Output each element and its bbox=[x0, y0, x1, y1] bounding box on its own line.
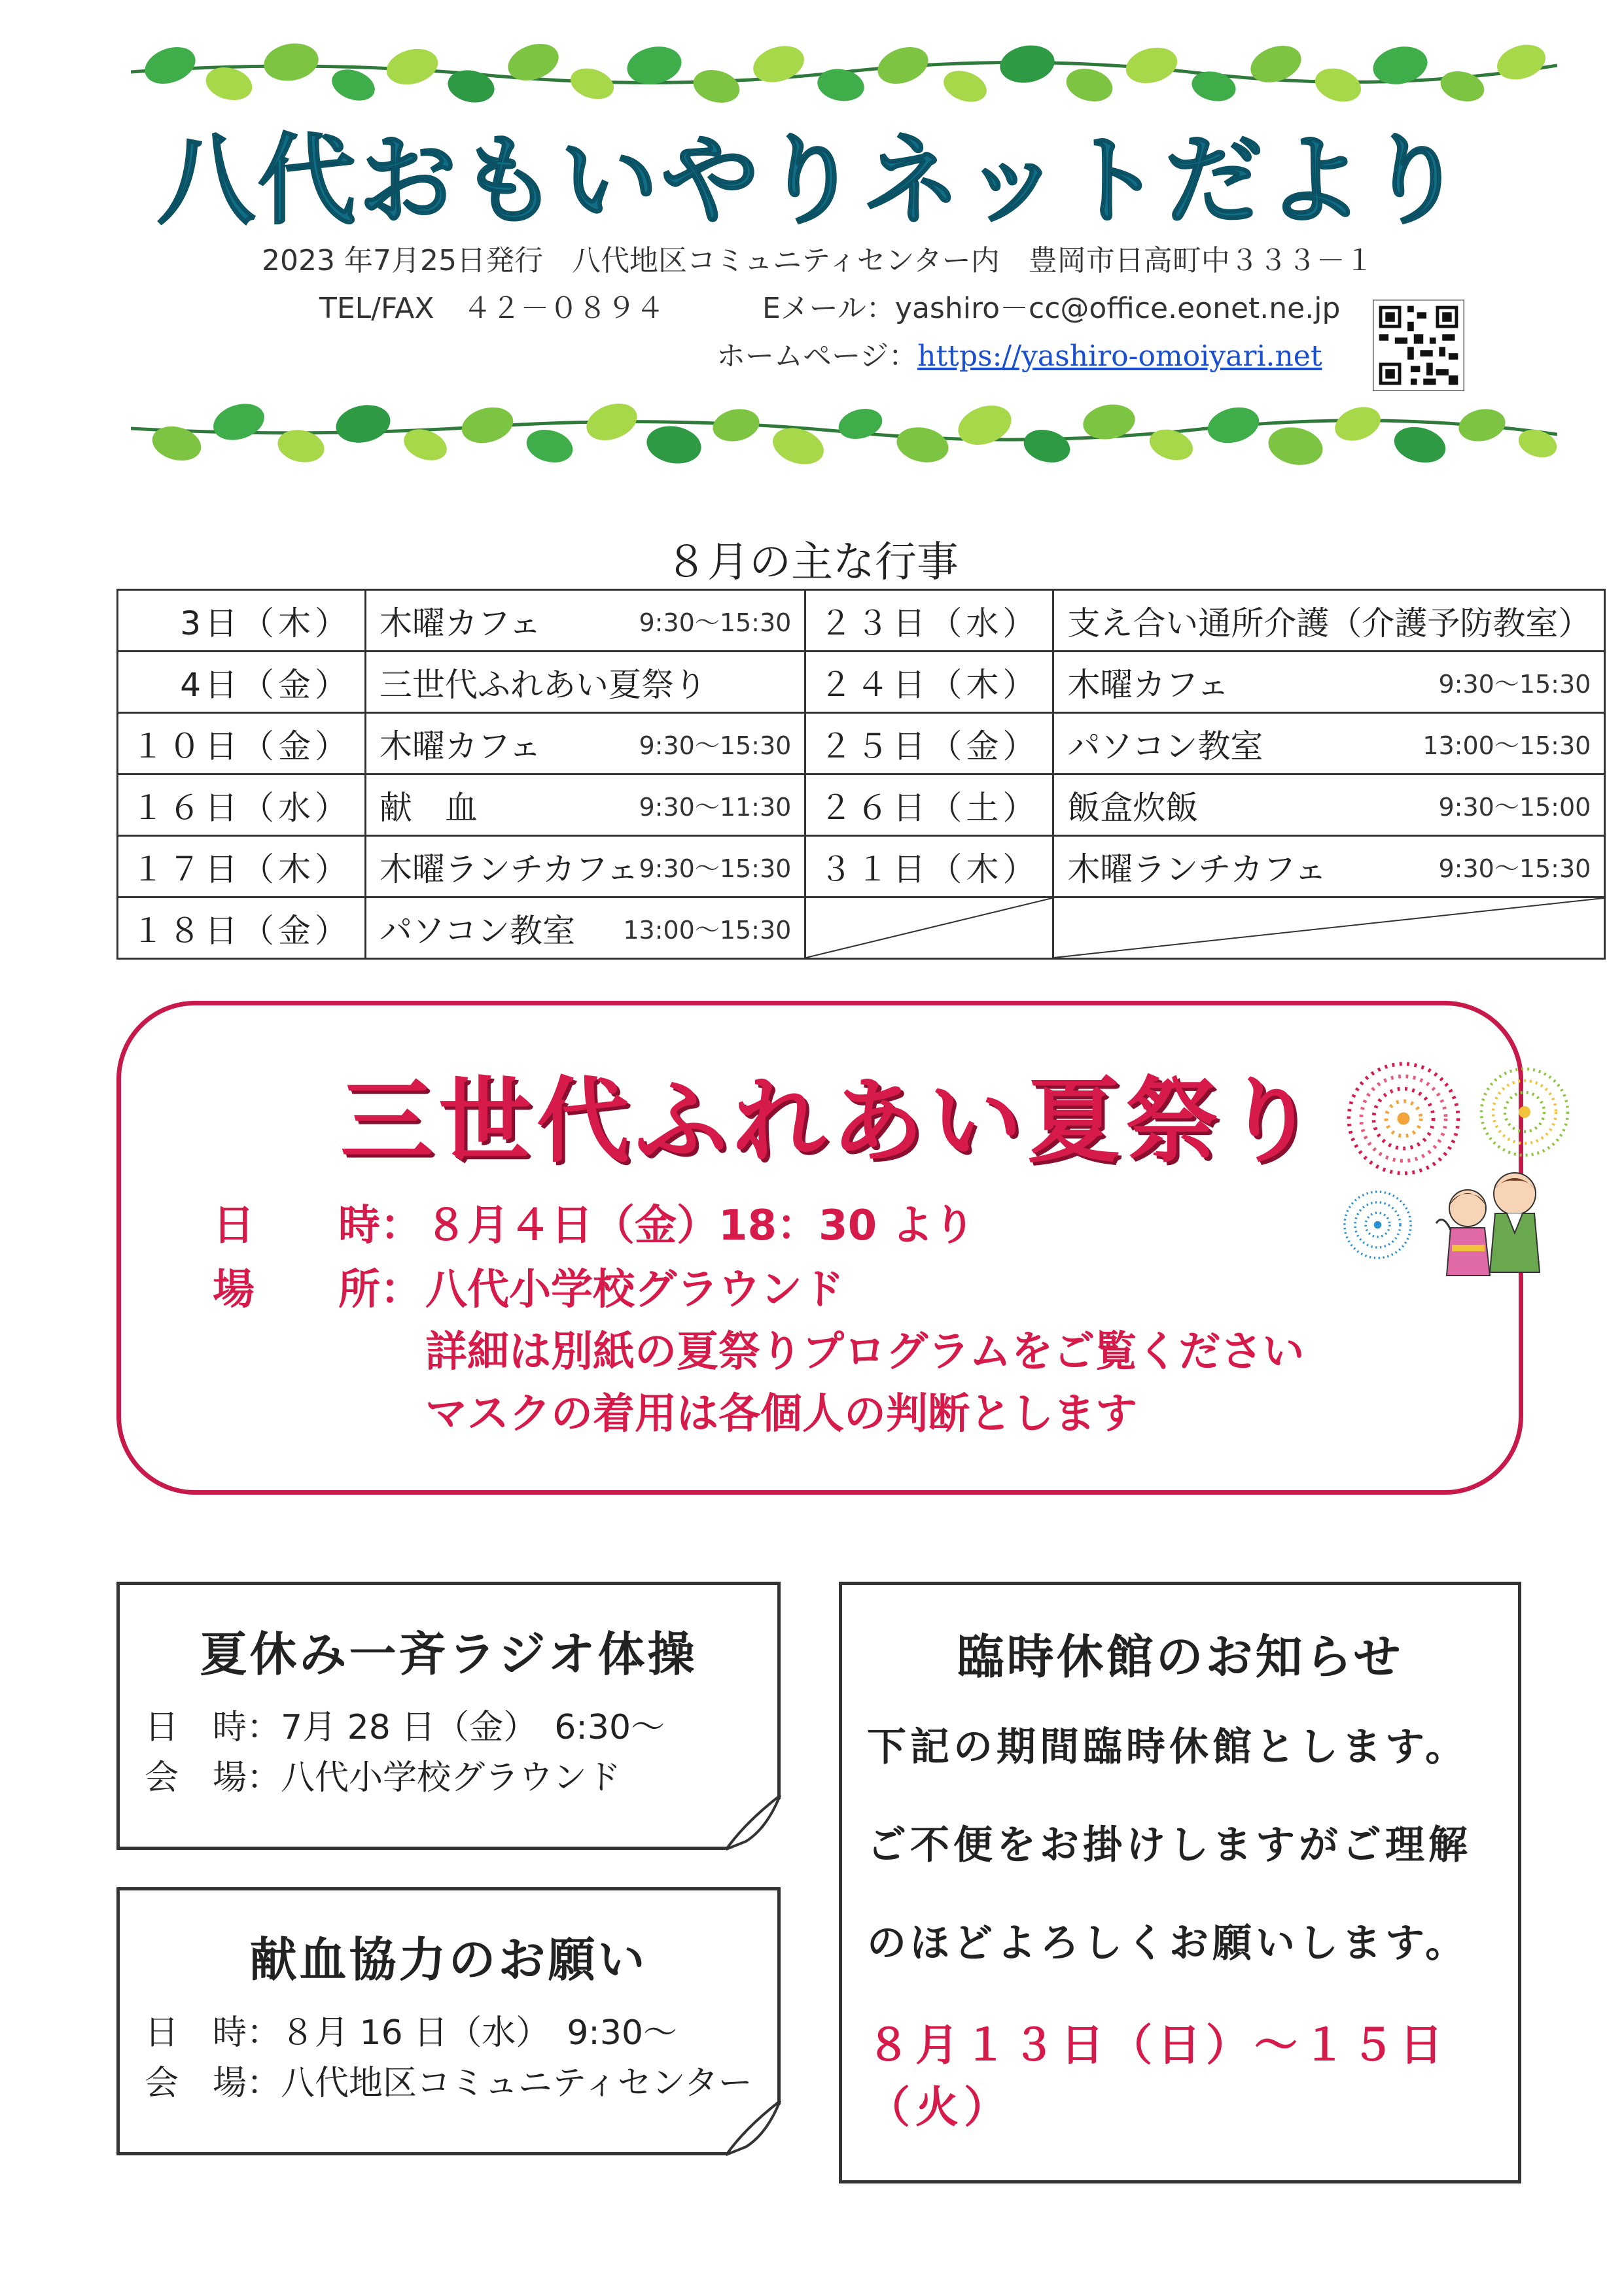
schedule-event: 木曜カフェ bbox=[380, 727, 542, 765]
radio-exercise-title: 夏休み一斉ラジオ体操 bbox=[200, 1627, 697, 1682]
vine-bottom-decoration bbox=[131, 386, 1557, 484]
schedule-time: 13:00～15:30 bbox=[623, 916, 792, 945]
schedule-row bbox=[118, 774, 1605, 836]
children-illustration bbox=[1430, 1161, 1554, 1282]
schedule-date: ２６日（土） bbox=[805, 774, 1053, 836]
schedule-time: 9:30～15:30 bbox=[639, 854, 792, 883]
schedule-event-cell bbox=[1053, 652, 1605, 713]
radio-exercise-datetime: 日 時：7月 28 日（金） 6:30～ bbox=[145, 1708, 665, 1747]
schedule-event-cell bbox=[1053, 590, 1605, 652]
closure-notice-title: 臨時休館のお知らせ bbox=[957, 1629, 1403, 1684]
schedule-time: 9:30～15:30 bbox=[1438, 854, 1591, 883]
schedule-event: パソコン教室 bbox=[380, 911, 575, 950]
fireworks-icon bbox=[1340, 1187, 1415, 1262]
schedule-title: ８月の主な行事 bbox=[665, 538, 959, 587]
schedule-date: ２５日（金） bbox=[805, 713, 1053, 774]
festival-place-label: 場 所： bbox=[213, 1266, 422, 1314]
blood-donation-datetime: 日 時：８月 16 日（水） 9:30～ bbox=[145, 2013, 677, 2053]
schedule-event: 支え合い通所介護（介護予防教室） bbox=[1067, 604, 1591, 642]
tel-fax: TEL/FAX ４２－０８９４ bbox=[319, 292, 665, 325]
schedule-time: 9:30～15:30 bbox=[1438, 670, 1591, 699]
schedule-event-cell bbox=[366, 590, 805, 652]
fireworks-icon bbox=[1475, 1063, 1574, 1161]
schedule-time: 9:30～15:30 bbox=[639, 731, 792, 760]
schedule-date: １０日（金） bbox=[118, 713, 366, 774]
schedule-empty-cell bbox=[1053, 897, 1605, 959]
page-curl-decoration bbox=[726, 1796, 784, 1852]
schedule-row bbox=[118, 590, 1605, 652]
schedule-date: ２４日（木） bbox=[805, 652, 1053, 713]
schedule-date: １７日（木） bbox=[118, 836, 366, 897]
closure-notice-line2: ご不便をお掛けしますがご理解 bbox=[867, 1822, 1472, 1868]
schedule-date: 3日（木） bbox=[118, 590, 366, 652]
festival-place-value: 八代小学校グラウンド bbox=[425, 1266, 844, 1314]
schedule-row bbox=[118, 713, 1605, 774]
schedule-time: 9:30～15:00 bbox=[1438, 793, 1591, 822]
schedule-event-cell bbox=[1053, 774, 1605, 836]
schedule-row bbox=[118, 652, 1605, 713]
schedule-event: 木曜ランチカフェ bbox=[380, 850, 639, 888]
qr-code[interactable] bbox=[1373, 300, 1464, 391]
schedule-table bbox=[116, 589, 1606, 960]
schedule-event-cell bbox=[366, 897, 805, 959]
closure-notice-line3: のほどよろしくお願いします。 bbox=[867, 1921, 1469, 1966]
schedule-event-cell bbox=[1053, 713, 1605, 774]
newsletter-title: 八代おもいやりネットだより bbox=[156, 124, 1467, 238]
schedule-empty-cell bbox=[805, 897, 1053, 959]
festival-note-mask: マスクの着用は各個人の判断とします bbox=[425, 1390, 1137, 1438]
festival-title: 三世代ふれあい夏祭り bbox=[340, 1068, 1322, 1175]
schedule-date: ３１日（木） bbox=[805, 836, 1053, 897]
closure-notice-card bbox=[839, 1582, 1521, 2183]
homepage-label: ホームページ： bbox=[716, 339, 918, 373]
schedule-event: 三世代ふれあい夏祭り bbox=[380, 665, 707, 704]
email-address[interactable]: Eメール：yashiro－cc@office.eonet.ne.jp bbox=[762, 292, 1341, 325]
schedule-event-cell bbox=[366, 774, 805, 836]
schedule-event: パソコン教室 bbox=[1067, 727, 1263, 765]
schedule-date: １８日（金） bbox=[118, 897, 366, 959]
schedule-event-cell bbox=[366, 652, 805, 713]
blood-donation-card bbox=[116, 1887, 781, 2155]
schedule-date: １６日（水） bbox=[118, 774, 366, 836]
schedule-row bbox=[118, 836, 1605, 897]
radio-exercise-card bbox=[116, 1582, 781, 1850]
schedule-time: 13:00～15:30 bbox=[1422, 731, 1591, 760]
schedule-event-cell bbox=[366, 713, 805, 774]
homepage-row bbox=[716, 332, 1322, 374]
blood-donation-venue: 会 場：八代地区コミュニティセンター bbox=[145, 2064, 752, 2103]
page-curl-decoration bbox=[726, 2101, 784, 2157]
schedule-event: 飯盒炊飯 bbox=[1067, 788, 1199, 827]
schedule-event-cell bbox=[366, 836, 805, 897]
festival-date-label: 日 時： bbox=[213, 1202, 422, 1250]
closure-notice-line1: 下記の期間臨時休館とします。 bbox=[867, 1724, 1469, 1770]
homepage-link[interactable]: https://yashiro-omoiyari.net bbox=[917, 339, 1322, 373]
blood-donation-title: 献血協力のお願い bbox=[249, 1932, 648, 1987]
schedule-date: 4日（金） bbox=[118, 652, 366, 713]
schedule-time: 9:30～15:30 bbox=[639, 608, 792, 637]
issue-line: 2023 年7月25日発行 八代地区コミュニティセンター内 豊岡市日高町中３３３－１ bbox=[262, 244, 1374, 277]
schedule-date: ２３日（水） bbox=[805, 590, 1053, 652]
schedule-event-cell bbox=[1053, 836, 1605, 897]
closure-notice-dates: ８月１３日（日）～１５日（火） bbox=[867, 2020, 1448, 2132]
schedule-event: 木曜ランチカフェ bbox=[1067, 850, 1327, 888]
schedule-time: 9:30～11:30 bbox=[639, 793, 792, 822]
festival-note-program: 詳細は別紙の夏祭りプログラムをご覧ください bbox=[425, 1328, 1305, 1376]
schedule-event: 木曜カフェ bbox=[1067, 665, 1229, 704]
schedule-event: 献 血 bbox=[380, 788, 478, 827]
schedule-row bbox=[118, 897, 1605, 959]
schedule-event: 木曜カフェ bbox=[380, 604, 542, 642]
radio-exercise-venue: 会 場：八代小学校グラウンド bbox=[145, 1758, 622, 1798]
festival-date-value: ８月４日（金）18：30 より bbox=[425, 1202, 976, 1250]
